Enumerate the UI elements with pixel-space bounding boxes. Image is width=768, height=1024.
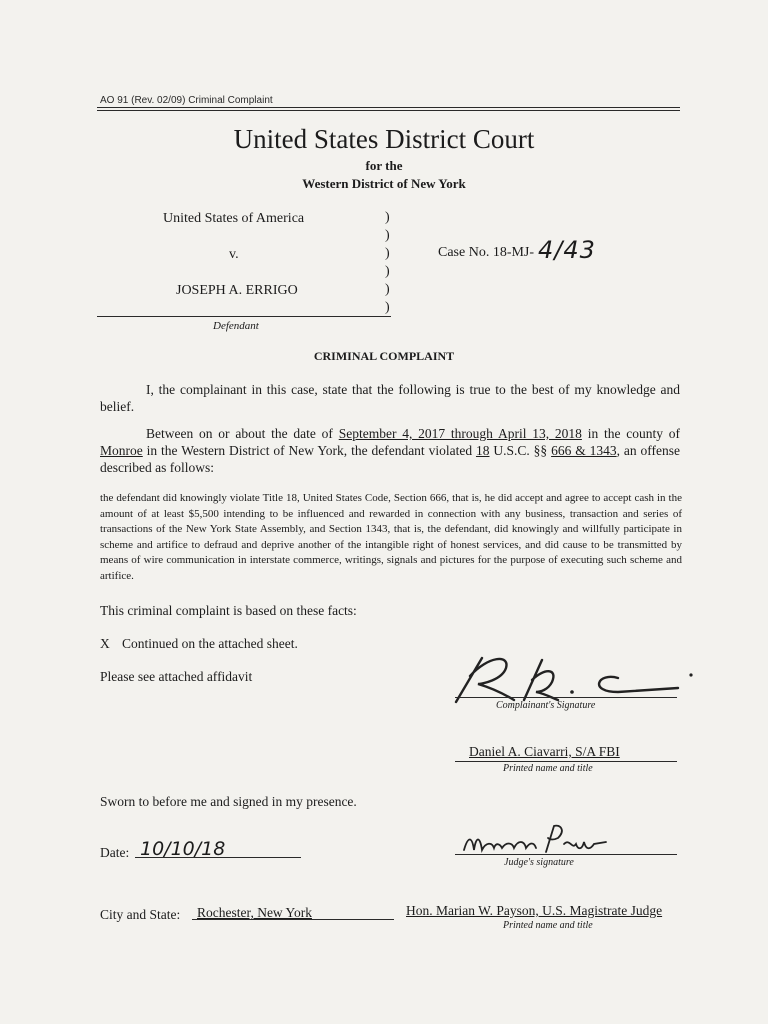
city-state-label: City and State: xyxy=(100,907,181,922)
facts-basis: This criminal complaint is based on these facts: xyxy=(100,603,357,618)
county-name: Monroe xyxy=(100,443,143,458)
caption-paren: ) xyxy=(385,210,390,225)
district-name: Western District of New York xyxy=(302,176,466,191)
header-rule xyxy=(97,107,680,108)
date-handwritten: 10/10/18 xyxy=(140,838,226,860)
case-number-handwritten: 4/43 xyxy=(538,236,596,264)
caption-paren: ) xyxy=(385,300,390,315)
judge-signature-rule xyxy=(455,854,677,855)
court-title: United States District Court xyxy=(233,124,535,154)
defendant-name: JOSEPH A. ERRIGO xyxy=(176,283,298,298)
offense-prefix: Between on or about the date of xyxy=(146,426,333,441)
complainant-signature-rule xyxy=(455,697,677,698)
continued-mark: X xyxy=(100,636,110,651)
date-label: Date: xyxy=(100,845,130,860)
statute-sections: 666 & 1343 xyxy=(551,443,617,458)
for-the-label: for the xyxy=(365,158,403,173)
offense-paragraph xyxy=(100,425,680,476)
header-rule-double xyxy=(97,110,680,111)
form-id: AO 91 (Rev. 02/09) Criminal Complaint xyxy=(100,95,273,106)
caption-paren: ) xyxy=(385,246,390,261)
caption-paren: ) xyxy=(385,264,390,279)
complainant-printed-name: Daniel A. Ciavarri, S/A FBI xyxy=(469,744,620,759)
judge-name-label: Printed name and title xyxy=(503,920,593,931)
offense-dates: September 4, 2017 through April 13, 2018 xyxy=(338,426,582,441)
offense-description: the defendant did knowingly violate Title 18, United States Code, Section 666, that is, he did accept and agree to accept cash in the amount of at least $5,500 intending to be influenced and rewarded in connection with any business, transaction and series of transactions of the New York State Assembly, and Section 1343, that is, the defendant, did knowingly and willfully participate in scheme and artifice to defraud and deprive another of the intangible right of honest services, and did cause to be transmitted by means of wire communication in interstate commerce, writings, signals and pictures for the purpose of executing such scheme and artifice. xyxy=(100,492,682,582)
city-state-rule xyxy=(192,919,394,920)
city-state-value: Rochester, New York xyxy=(197,905,312,920)
county-prefix: in the county of xyxy=(587,426,681,441)
offense-suffix: , an offense described as follows: xyxy=(100,443,681,475)
defendant-label: Defendant xyxy=(213,320,259,332)
complainant-name-rule xyxy=(455,761,677,762)
complainant-name-label: Printed name and title xyxy=(503,763,593,774)
sworn-statement: Sworn to before me and signed in my presence. xyxy=(100,794,357,809)
caption-paren: ) xyxy=(385,282,390,297)
plaintiff-name: United States of America xyxy=(163,211,305,226)
judge-signature-label: Judge's signature xyxy=(504,857,574,868)
usc-text: U.S.C. §§ xyxy=(493,443,548,458)
complaint-title: CRIMINAL COMPLAINT xyxy=(313,349,455,363)
title-number: 18 xyxy=(475,443,490,458)
date-rule xyxy=(135,857,301,858)
affidavit-note: Please see attached affidavit xyxy=(100,669,253,684)
case-number-label: Case No. 18-MJ- xyxy=(438,245,535,260)
caption-paren: ) xyxy=(385,228,390,243)
continued-text: Continued on the attached sheet. xyxy=(122,636,298,651)
complainant-signature-label: Complainant's Signature xyxy=(496,700,596,711)
district-text: in the Western District of New York, the defendant violated xyxy=(146,443,473,458)
judge-printed-name: Hon. Marian W. Payson, U.S. Magistrate Judge xyxy=(406,903,663,918)
defendant-rule xyxy=(97,316,391,317)
versus-label: v. xyxy=(229,247,239,262)
complainant-statement: I, the complainant in this case, state that the following is true to the best of my knowledge and belief. xyxy=(100,382,680,414)
judge-signature-icon xyxy=(460,822,610,858)
